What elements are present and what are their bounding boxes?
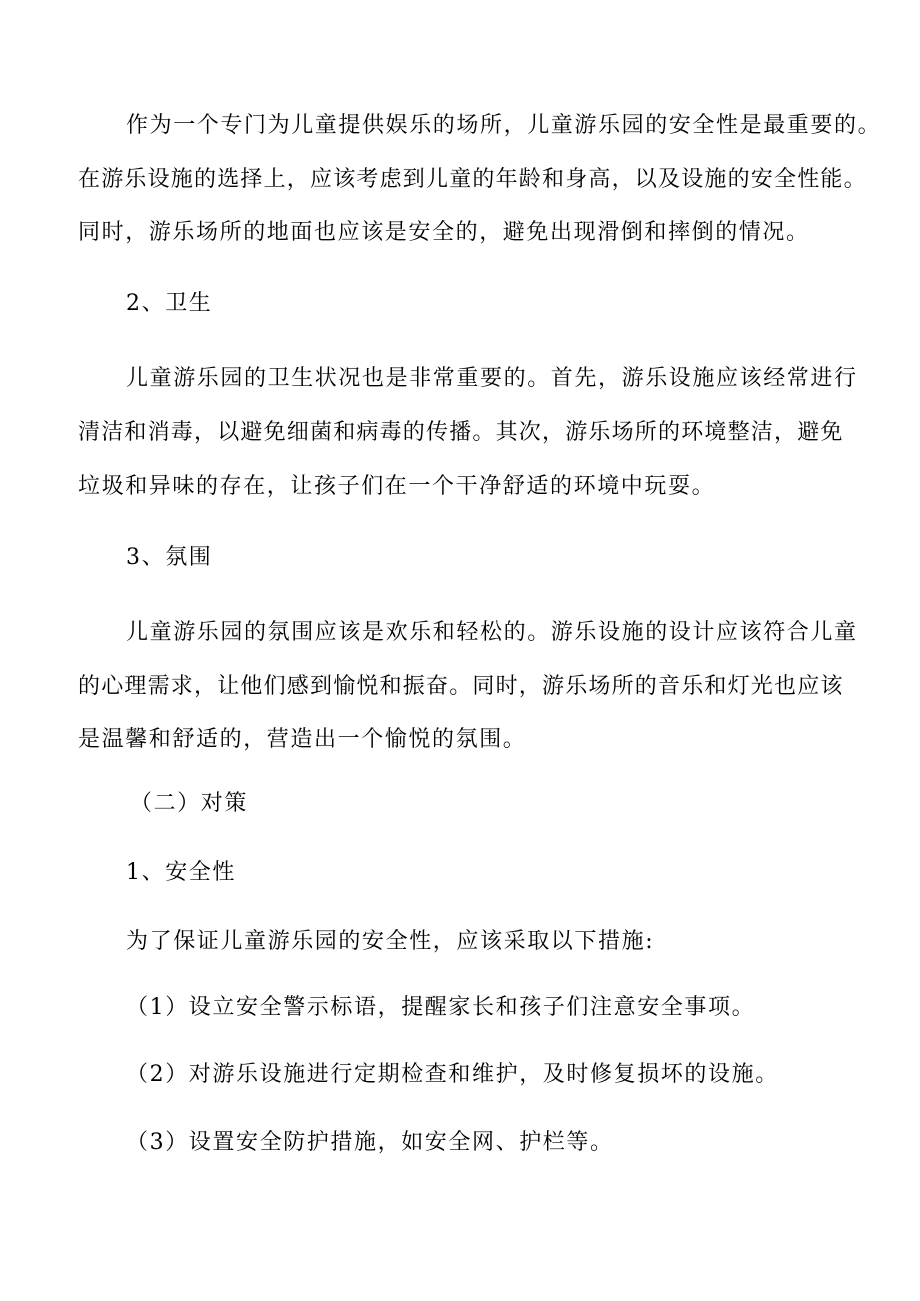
section-heading: 3、氛围	[126, 545, 213, 570]
paragraph-line: 垃圾和异味的存在，让孩子们在一个干净舒适的环境中玩耍。	[78, 474, 716, 499]
paragraph-line: 儿童游乐园的卫生状况也是非常重要的。首先，游乐设施应该经常进行	[126, 366, 858, 391]
paragraph-line: 的心理需求，让他们感到愉悦和振奋。同时，游乐场所的音乐和灯光也应该	[78, 674, 844, 699]
section-heading: （二）对策	[130, 791, 249, 816]
list-item: （3）设置安全防护措施，如安全网、护栏等。	[126, 1130, 614, 1155]
list-item: （2）对游乐设施进行定期检查和维护，及时修复损坏的设施。	[126, 1062, 779, 1087]
section-heading: 2、卫生	[126, 291, 213, 316]
paragraph-line: 为了保证儿童游乐园的安全性，应该采取以下措施:	[126, 929, 655, 954]
paragraph-line: 作为一个专门为儿童提供娱乐的场所，儿童游乐园的安全性是最重要的。	[126, 113, 882, 138]
paragraph-line: 同时，游乐场所的地面也应该是安全的，避免出现滑倒和摔倒的情况。	[78, 220, 810, 245]
list-item: （1）设立安全警示标语，提醒家长和孩子们注意安全事项。	[126, 995, 756, 1020]
paragraph-line: 在游乐设施的选择上，应该考虑到儿童的年龄和身高，以及设施的安全性能。	[78, 167, 867, 192]
paragraph-line: 儿童游乐园的氛围应该是欢乐和轻松的。游乐设施的设计应该符合儿童	[126, 620, 858, 645]
section-heading: 1、安全性	[126, 860, 236, 885]
paragraph-line: 清洁和消毒，以避免细菌和病毒的传播。其次，游乐场所的环境整洁，避免	[78, 420, 844, 445]
paragraph-line: 是温馨和舒适的，营造出一个愉悦的氛围。	[78, 727, 527, 752]
